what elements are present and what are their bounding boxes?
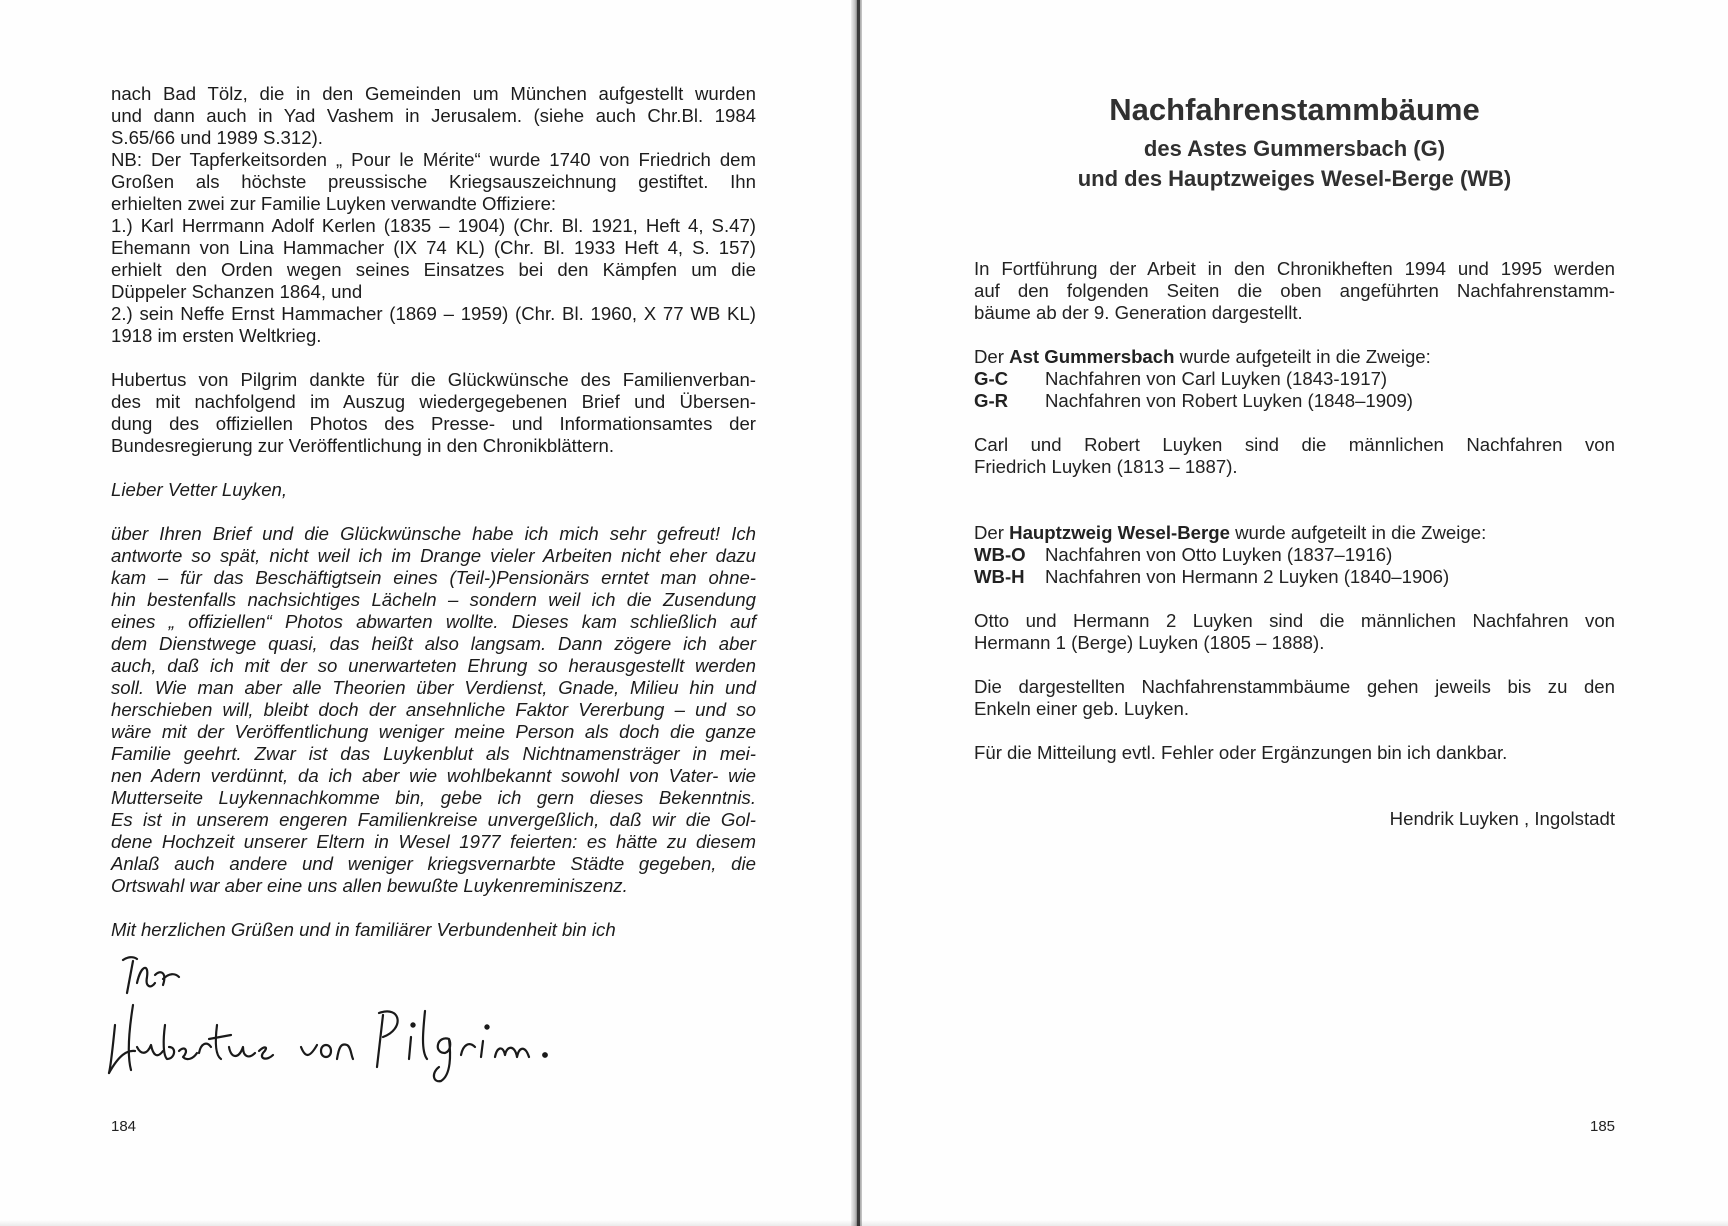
paragraph-order-history	[111, 83, 756, 347]
hauptzweig-section	[974, 522, 1615, 588]
text-line: Bundesregierung zur Veröffentlichung in den Chronikblättern.	[111, 435, 615, 456]
text-line: und dann auch in Yad Vashem in Jerusalem. (siehe auch Chr.Bl. 1984	[111, 105, 756, 126]
text-line: des mit nachfolgend im Auszug wiedergegebenen Brief und Übersen-	[111, 391, 756, 412]
letter-line: Mutterseite Luykennachkomme bin, gebe ich gern dieses Bekenntnis.	[111, 787, 756, 808]
thanks-line: Für die Mitteilung evtl. Fehler oder Ergänzungen bin ich dankbar.	[974, 742, 1508, 763]
branch-row	[974, 544, 1615, 566]
branch-text: Nachfahren von Robert Luyken (1848–1909)	[1045, 390, 1413, 411]
intro-paragraph	[974, 258, 1615, 324]
branch-code: WB-H	[974, 566, 1025, 587]
letter-line: Ortswahl war aber eine uns allen bewußte Luykenreminiszenz.	[111, 875, 628, 896]
text-line: Carl und Robert Luyken sind die männlichen Nachfahren von	[974, 434, 1615, 455]
hauptzweig-note	[974, 610, 1615, 654]
letter-line: Es ist in unserem engeren Familienkreise unvergeßlich, daß wir die Gol-	[111, 809, 756, 830]
text-line: Ehemann von Lina Hammacher (IX 74 KL) (Chr. Bl. 1933 Heft 4, S. 157)	[111, 237, 756, 258]
letter-line: herschieben will, bleibt doch der ansehnliche Faktor Vererbung – und so	[111, 699, 756, 720]
letter-line: wäre mit der Veröffentlichung weniger meine Person als doch die ganze	[111, 721, 756, 742]
letter-line: eines „ offiziellen“ Photos abwarten wollte. Dieses kam schließlich auf	[111, 611, 756, 632]
text-line: bäume ab der 9. Generation dargestellt.	[974, 302, 1303, 323]
text-line: Otto und Hermann 2 Luyken sind die männlichen Nachfahren von	[974, 610, 1615, 631]
text-line: NB: Der Tapferkeitsorden „ Pour le Mérite“ wurde 1740 von Friedrich dem	[111, 149, 756, 170]
text-line: 2.) sein Neffe Ernst Hammacher (1869 – 1959) (Chr. Bl. 1960, X 77 WB KL)	[111, 303, 756, 324]
branch-code: G-C	[974, 368, 1009, 389]
letter-line: Familie geehrt. Zwar ist das Luykenblut als Nichtnamensträger in mei-	[111, 743, 756, 764]
branch-row	[974, 390, 1615, 412]
text-line: Die dargestellten Nachfahrenstammbäume gehen jeweils bis zu den	[974, 676, 1615, 697]
handwritten-signature	[105, 955, 605, 1085]
left-page-text	[111, 83, 756, 941]
text-line: Großen als höchste preussische Kriegsauszeichnung gestiftet. Ihn	[111, 171, 756, 192]
page-subtitle-2: und des Hauptzweiges Wesel-Berge (WB)	[1077, 166, 1512, 191]
text-line: Enkeln einer geb. Luyken.	[974, 698, 1190, 719]
text-line: erhielten zwei zur Familie Luyken verwandte Offiziere:	[111, 193, 557, 214]
text-line: S.65/66 und 1989 S.312).	[111, 127, 323, 148]
hauptzweig-heading: Der Hauptzweig Wesel-Berge wurde aufgeteilt in die Zweige:	[974, 522, 1487, 543]
letter-body	[111, 523, 756, 897]
letter-line: Anlaß auch andere und weniger kriegsvernarbte Städte gegeben, die	[111, 853, 756, 874]
text-line: Friedrich Luyken (1813 – 1887).	[974, 456, 1238, 477]
page-title: Nachfahrenstammbäume	[1109, 92, 1480, 127]
page-bottom-shadow	[0, 1220, 1728, 1226]
letter-closing: Mit herzlichen Grüßen und in familiärer Verbundenheit bin ich	[111, 919, 616, 940]
page-number-left: 184	[111, 1118, 137, 1135]
page-number-right: 185	[1590, 1118, 1616, 1135]
right-page-text	[974, 258, 1615, 830]
text-line: 1.) Karl Herrmann Adolf Kerlen (1835 – 1904) (Chr. Bl. 1921, Heft 4, S.47)	[111, 215, 756, 236]
ast-section	[974, 346, 1615, 412]
letter-line: antworte so spät, nicht weil ich im Drange vieler Arbeiten nicht eher dazu	[111, 545, 756, 566]
branch-code: G-R	[974, 390, 1009, 411]
text-line: dung des offiziellen Photos des Presse- und Informationsamtes der	[111, 413, 756, 434]
text-line: Hermann 1 (Berge) Luyken (1805 – 1888).	[974, 632, 1325, 653]
author-signature: Hendrik Luyken , Ingolstadt	[1389, 808, 1615, 829]
branch-text: Nachfahren von Hermann 2 Luyken (1840–1906)	[1045, 566, 1450, 587]
letter-line: über Ihren Brief und die Glückwünsche habe ich mich sehr gefreut! Ich	[111, 523, 756, 544]
letter-line: hin bestenfalls nachsichtiges Lächeln – sondern weil ich die Zusendung	[111, 589, 756, 610]
letter-line: dene Hochzeit unserer Eltern in Wesel 1977 feierten: es hätte zu diesem	[111, 831, 756, 852]
branch-row	[974, 368, 1615, 390]
letter-line: kam – für das Beschäftigtsein eines (Teil-)Pensionärs erntet man ohne-	[111, 567, 756, 588]
letter-line: auch, daß ich mit der so unerwarteten Ehrung so herausgestellt werden	[111, 655, 756, 676]
branch-code: WB-O	[974, 544, 1026, 565]
page-subtitle-1: des Astes Gummersbach (G)	[1143, 136, 1446, 161]
text-line: erhielt den Orden wegen seines Einsatzes bei den Kämpfen um die	[111, 259, 756, 280]
ast-note	[974, 434, 1615, 478]
branch-text: Nachfahren von Carl Luyken (1843-1917)	[1045, 368, 1388, 389]
extent-note	[974, 676, 1615, 720]
text-line: auf den folgenden Seiten die oben angeführten Nachfahrenstamm-	[974, 280, 1615, 301]
book-spine-line	[857, 0, 860, 1226]
text-line: nach Bad Tölz, die in den Gemeinden um München aufgestellt wurden	[111, 83, 756, 104]
letter-line: nen Adern verdünnt, da ich aber wie wohlbekannt sowohl von Vater- wie	[111, 765, 756, 786]
letter-salutation: Lieber Vetter Luyken,	[111, 479, 288, 500]
branch-row	[974, 566, 1615, 588]
letter-line: dem Dienstwege quasi, das heißt also langsam. Dann zögere ich aber	[111, 633, 756, 654]
ast-heading: Der Ast Gummersbach wurde aufgeteilt in die Zweige:	[974, 346, 1431, 367]
text-line: Düppeler Schanzen 1864, und	[111, 281, 363, 302]
text-line: In Fortführung der Arbeit in den Chronikheften 1994 und 1995 werden	[974, 258, 1615, 279]
text-line: 1918 im ersten Weltkrieg.	[111, 325, 322, 346]
letter-line: soll. Wie man aber alle Theorien über Verdienst, Gnade, Milieu hin und	[111, 677, 756, 698]
text-line: Hubertus von Pilgrim dankte für die Glückwünsche des Familienverban-	[111, 369, 756, 390]
branch-text: Nachfahren von Otto Luyken (1837–1916)	[1045, 544, 1393, 565]
paragraph-thanks	[111, 369, 756, 457]
